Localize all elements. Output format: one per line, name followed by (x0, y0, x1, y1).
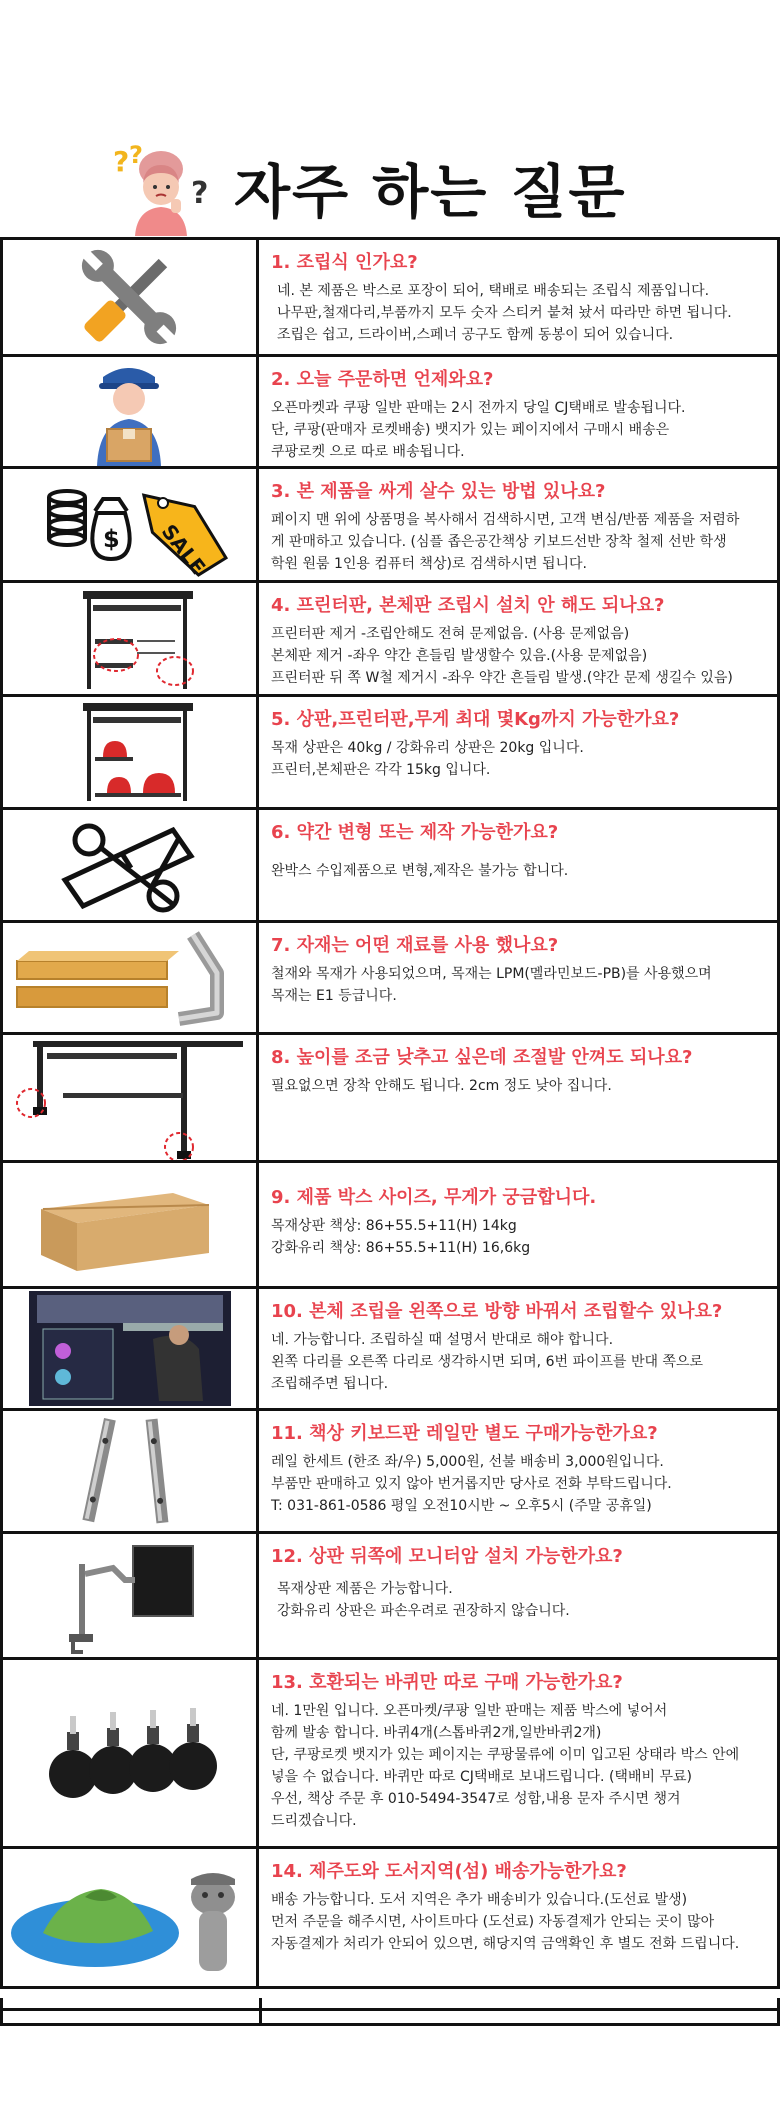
faq-question: 2. 오늘 주문하면 언제와요? (271, 369, 494, 390)
faq-question: 3. 본 제품을 싸게 살수 있는 방법 있나요? (271, 481, 606, 502)
faq-answer: 레일 한세트 (한조 좌/우) 5,000원, 선불 배송비 3,000원입니다. 부품만 판매하고 있지 않아 번거롭지만 당사로 전화 부탁드립니다. T: 031-861-0586 평일 오전10시반 ~ 오후5시 (주말 공휴일) (271, 1454, 672, 1514)
faq-image (3, 1849, 259, 1986)
faq-image (3, 583, 259, 694)
faq-item (0, 697, 780, 810)
svg-text:$: $ (103, 525, 120, 553)
page-title: 자주 하는 질문 (234, 158, 627, 226)
money-sale-tag-icon (3, 469, 256, 580)
faq-item (0, 1849, 780, 1989)
faq-question: 8. 높이를 조금 낮추고 싶은데 조절발 안껴도 되나요? (271, 1047, 693, 1068)
svg-text:?: ? (129, 141, 143, 169)
faq-image (3, 1534, 259, 1657)
faq-image (3, 923, 259, 1032)
footer-rule (3, 2008, 777, 2011)
faq-item (0, 583, 780, 697)
faq-text (271, 591, 769, 689)
scissors-cut-icon (3, 810, 256, 920)
faq-text (271, 1419, 769, 1517)
faq-item (0, 469, 780, 583)
wrench-screwdriver-icon (3, 240, 256, 354)
faq-question: 10. 본체 조립을 왼쪽으로 방향 바꿔서 조립할수 있나요? (271, 1301, 723, 1322)
faq-item (0, 1035, 780, 1163)
faq-answer: 목재상판 제품은 가능합니다. 강화유리 상판은 파손우려로 권장하지 않습니다. (277, 1581, 570, 1619)
faq-image (3, 469, 259, 580)
table-footer (0, 1998, 780, 2026)
faq-answer: 오픈마켓과 쿠팡 일반 판매는 2시 전까지 당일 CJ택배로 발송됩니다. 단, 쿠팡(판매자 로켓배송) 뱃지가 있는 페이지에서 구매시 배송은 쿠팡로켓 으로 따로 배송됩니다. (271, 400, 686, 460)
faq-image (3, 697, 259, 807)
faq-text (271, 931, 769, 1007)
desk-legs-icon (3, 1035, 256, 1160)
faq-answer: 네. 본 제품은 박스로 포장이 되어, 택배로 배송되는 조립식 제품입니다. 나무판,철재다리,부품까지 모두 숫자 스티커 붙쳐 놨서 따라만 하면 됩니다. 조립은 쉽고, 드라이버,스페너 공구도 함께 동봉이 되어 있습니다. (277, 283, 732, 343)
faq-image (3, 1660, 259, 1846)
faq-item (0, 1660, 780, 1849)
cardboard-box-icon (3, 1163, 256, 1286)
wood-pipe-icon (3, 923, 256, 1032)
faq-text (271, 1183, 769, 1259)
faq-item (0, 1411, 780, 1534)
page-header (0, 135, 780, 235)
svg-text:?: ? (191, 176, 209, 211)
caster-wheels-icon (3, 1660, 256, 1846)
faq-answer: 필요없으면 장착 안해도 됩니다. 2cm 정도 낮아 집니다. (271, 1078, 612, 1094)
faq-image (3, 1411, 259, 1531)
faq-question: 1. 조립식 인가요? (271, 252, 418, 273)
faq-answer: 목재 상판은 40kg / 강화유리 상판은 20kg 입니다. 프린터,본체판은 각각 15kg 입니다. (271, 740, 584, 778)
svg-text:?: ? (113, 145, 130, 178)
faq-answer: 페이지 맨 위에 상품명을 복사해서 검색하시면, 고객 변심/반품 제품을 저렴하 게 판매하고 있습니다. (심플 좁은공간책상 키보드선반 장착 철제 선반 학생 학원 원룸 1인용 컴퓨터 책상)로 검색하시면 됩니다. (271, 512, 740, 572)
faq-answer: 완박스 수입제품으로 변형,제작은 불가능 합니다. (271, 863, 569, 879)
jeju-island-icon (3, 1849, 256, 1986)
faq-text (271, 248, 769, 346)
faq-item (0, 1534, 780, 1660)
faq-question: 6. 약간 변형 또는 제작 가능한가요? (271, 822, 559, 843)
faq-text (271, 1668, 769, 1832)
faq-table (0, 237, 780, 1989)
confused-woman-icon (105, 141, 220, 236)
faq-question: 9. 제품 박스 사이즈, 무게가 궁금합니다. (271, 1187, 597, 1208)
pc-setup-photo-icon (3, 1289, 256, 1408)
faq-text (271, 1542, 769, 1622)
desk-weights-icon (3, 697, 256, 807)
faq-text (271, 1857, 769, 1955)
faq-image (3, 357, 259, 466)
faq-item (0, 1163, 780, 1289)
faq-question: 13. 호환되는 바퀴만 따로 구매 가능한가요? (271, 1672, 623, 1693)
desk-printer-shelf-icon (3, 583, 256, 694)
faq-item (0, 1289, 780, 1411)
faq-question: 7. 자재는 어떤 재료를 사용 했나요? (271, 935, 559, 956)
faq-question: 5. 상판,프린터판,무게 최대 몇Kg까지 가능한가요? (271, 709, 680, 730)
faq-image (3, 1163, 259, 1286)
faq-image (3, 1035, 259, 1160)
faq-item (0, 357, 780, 469)
faq-item (0, 923, 780, 1035)
faq-item (0, 240, 780, 357)
faq-image (3, 1289, 259, 1408)
faq-answer: 목재상판 책상: 86+55.5+11(H) 14kg 강화유리 책상: 86+55.5+11(H) 16,6kg (271, 1218, 531, 1256)
faq-image (3, 810, 259, 920)
faq-answer: 프린터판 제거 -조립안해도 전혀 문제없음. (사용 문제없음) 본체판 제거 -좌우 약간 흔들림 발생할수 있음.(사용 문제없음) 프린터판 뒤 쪽 W철 제거시 -좌우 약간 흔들림 발생.(약간 문제 생길수 있음) (271, 626, 733, 686)
faq-answer: 네. 1만원 입니다. 오픈마켓/쿠팡 일반 판매는 제품 박스에 넣어서 함께 발송 합니다. 바퀴4개(스톱바퀴2개,일반바퀴2개) 단, 쿠팡로켓 뱃지가 있는 페이지는 쿠팡물류에 이미 입고된 상태라 박스 안에 넣을 수 없습니다. 바퀴만 따로 CJ택배로 보내드립니다. (택배비 무료) 우선, 책상 주문 후 010-5494-3547로 성함,내용 문자 주시면 챙겨 드리겠습니다. (271, 1703, 740, 1829)
faq-answer: 철재와 목재가 사용되었으며, 목재는 LPM(멜라민보드-PB)를 사용했으며 목재는 E1 등급니다. (271, 966, 712, 1004)
faq-text (271, 477, 769, 575)
faq-item (0, 810, 780, 923)
faq-text (271, 705, 769, 781)
faq-question: 4. 프린터판, 본체판 조립시 설치 안 해도 되나요? (271, 595, 665, 616)
faq-question: 11. 책상 키보드판 레일만 별도 구매가능한가요? (271, 1423, 658, 1444)
faq-question: 12. 상판 뒤쪽에 모니터암 설치 가능한가요? (271, 1546, 623, 1567)
faq-answer: 배송 가능합니다. 도서 지역은 추가 배송비가 있습니다.(도선료 발생) 먼저 주문을 해주시면, 사이트마다 (도선료) 자동결제가 안되는 곳이 많아 자동결제가 처리가 안되어 있으면, 해당지역 금액확인 후 별도 전화 드립니다. (271, 1892, 740, 1952)
delivery-man-icon (3, 357, 256, 466)
keyboard-rail-icon (3, 1411, 256, 1531)
faq-answer: 네. 가능합니다. 조립하실 때 설명서 반대로 해야 합니다. 왼쪽 다리를 오른쪽 다리로 생각하시면 되며, 6번 파이프를 반대 쪽으로 조립해주면 됩니다. (271, 1332, 704, 1392)
faq-image (3, 240, 259, 354)
faq-question: 14. 제주도와 도서지역(섬) 배송가능한가요? (271, 1861, 627, 1882)
faq-text (271, 1043, 769, 1097)
faq-text (271, 365, 769, 463)
sale-tag-label: SALE (156, 519, 211, 579)
monitor-arm-icon (3, 1534, 256, 1657)
faq-text (271, 818, 769, 882)
faq-text (271, 1297, 769, 1395)
